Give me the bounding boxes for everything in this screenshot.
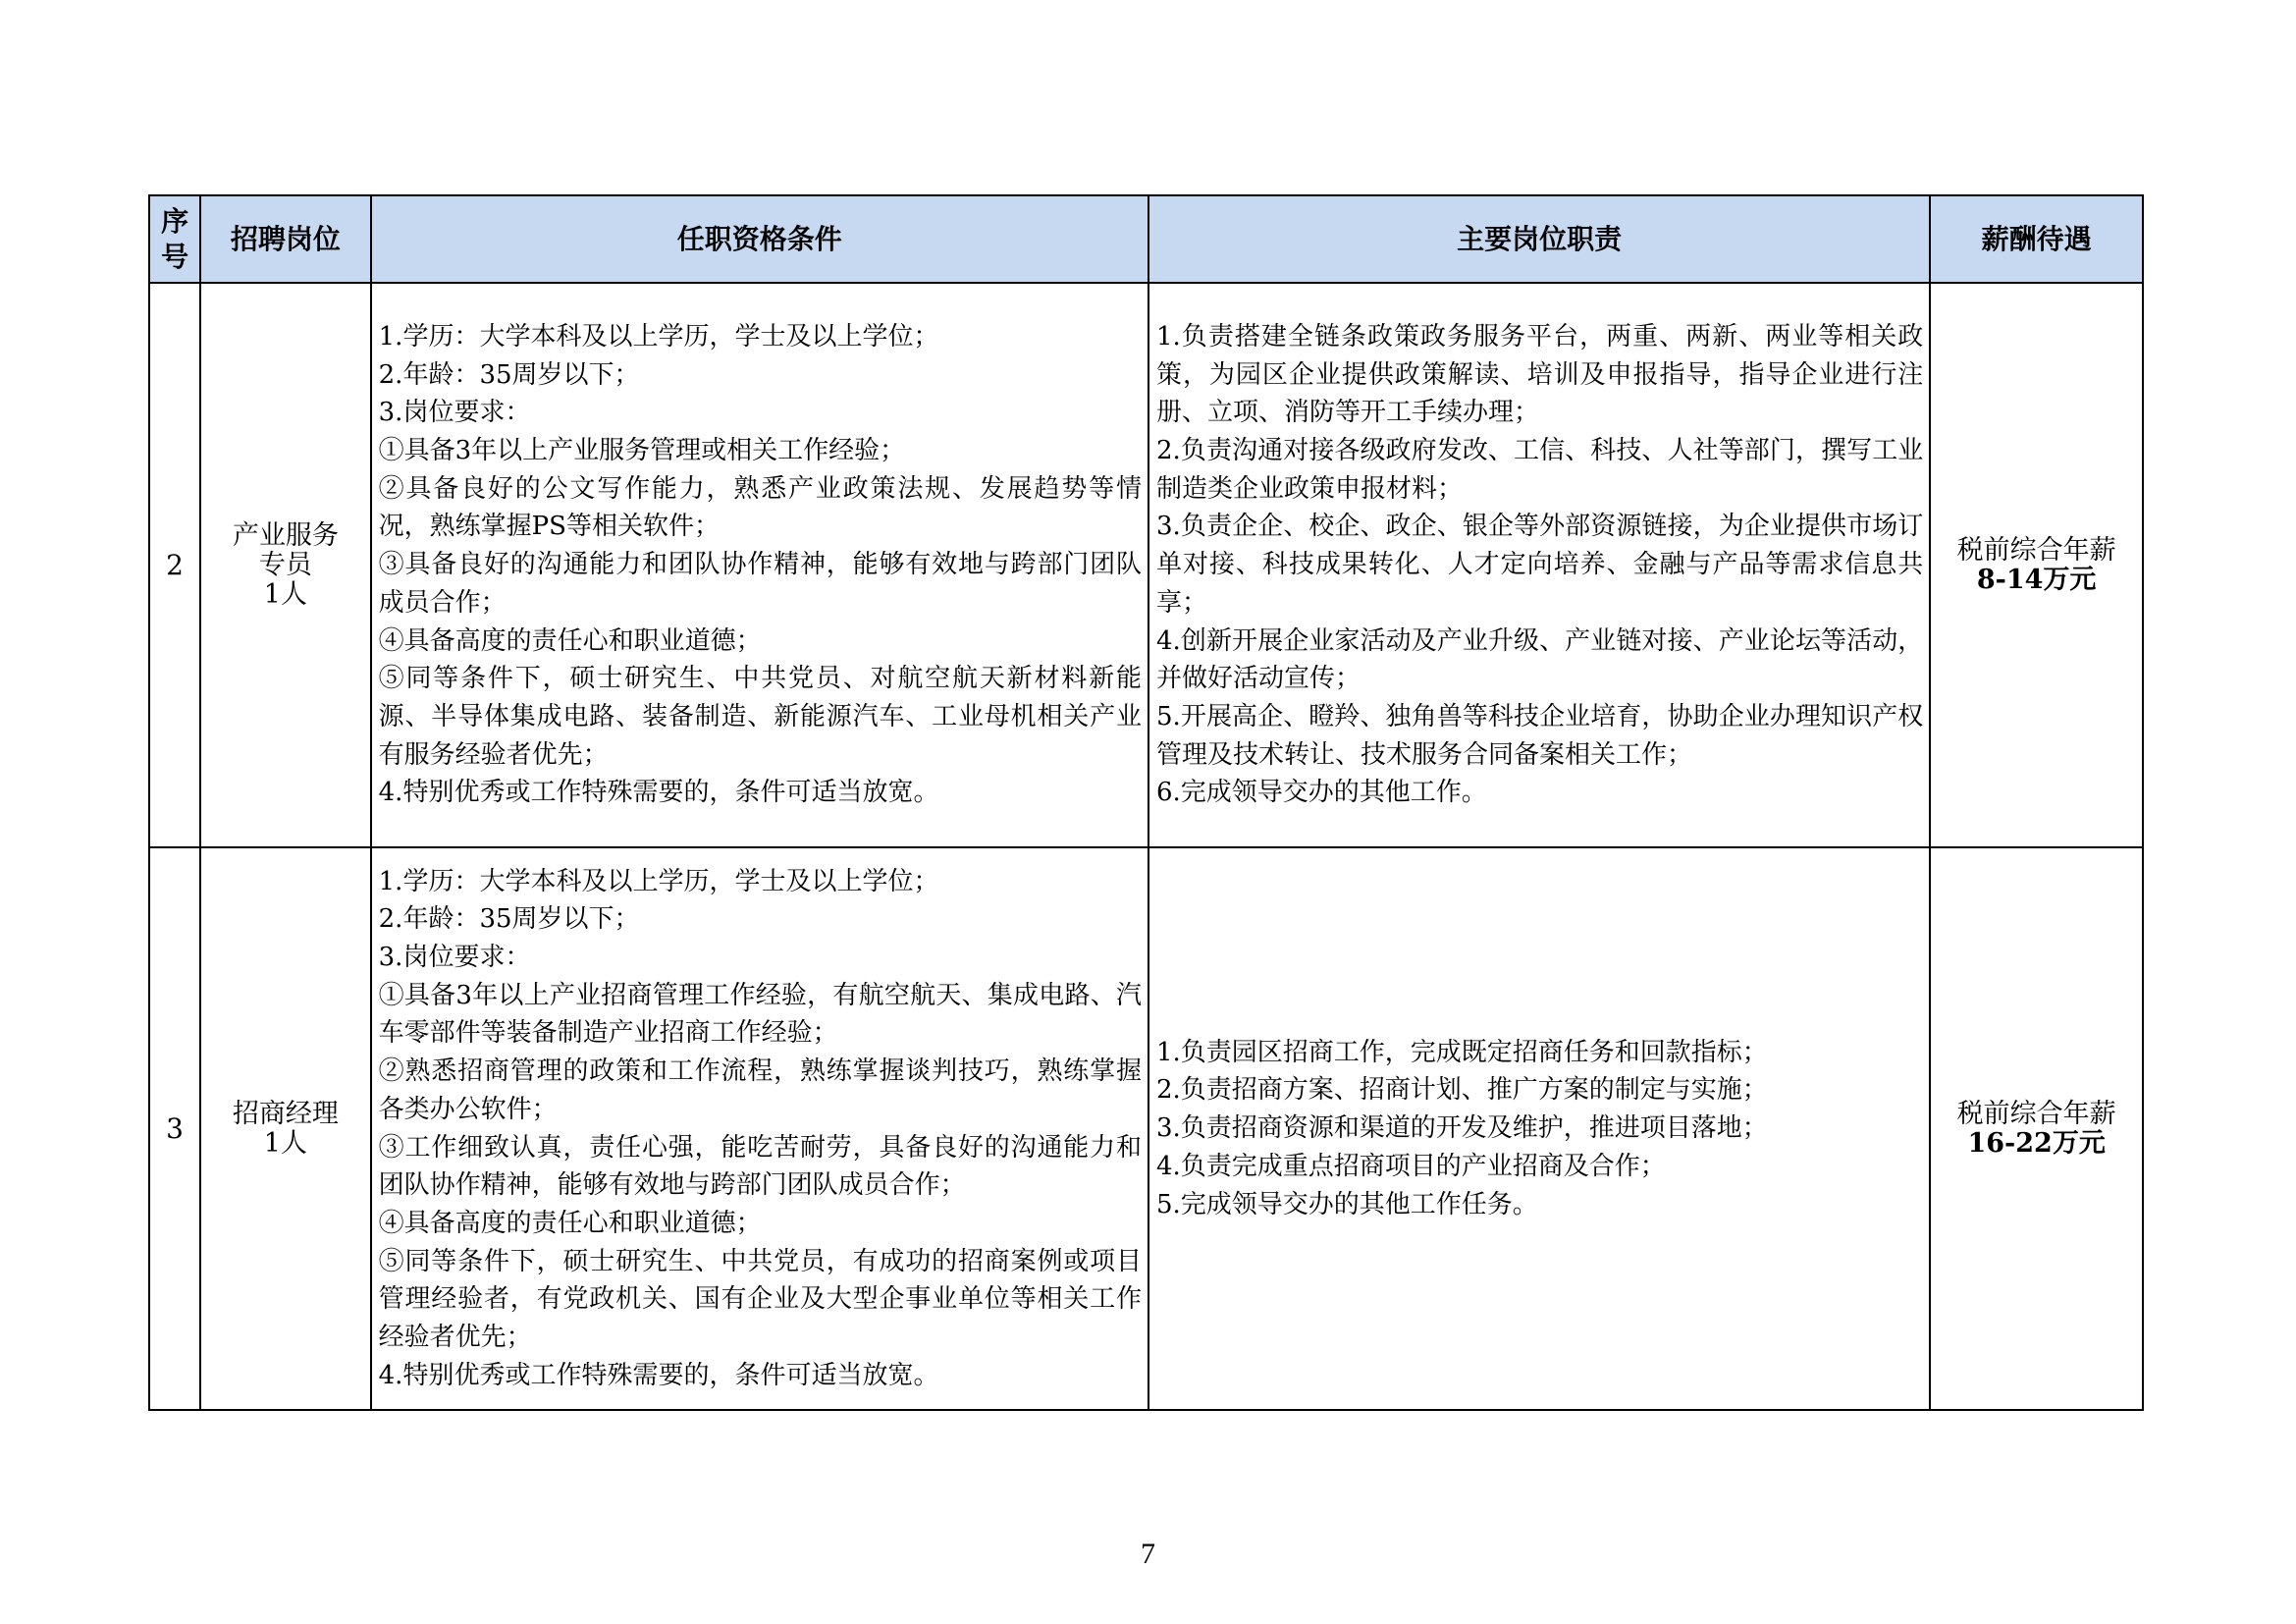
row-headcount: 1人 [263, 1127, 307, 1159]
recruitment-table [148, 194, 2144, 1411]
qualification-item: ①具备3年以上产业招商管理工作经验，有航空航天、集成电路、汽车零部件等装备制造产业招商工作经验； [378, 980, 1142, 1049]
header-duties: 主要岗位职责 [1148, 195, 1930, 283]
qualification-item: 1.学历：大学本科及以上学历，学士及以上学位； [378, 321, 939, 352]
header-position: 招聘岗位 [200, 195, 371, 283]
header-qualifications: 任职资格条件 [371, 195, 1148, 283]
table-row [149, 847, 2143, 1410]
header-serial-char-1: 序 [161, 204, 189, 238]
duty-item: 3.负责招商资源和渠道的开发及维护，推进项目落地； [1155, 1113, 1768, 1144]
qualification-item: ④具备高度的责任心和职业道德； [378, 625, 762, 656]
duty-item: 5.完成领导交办的其他工作任务。 [1155, 1189, 1538, 1219]
duty-item: 5.开展高企、瞪羚、独角兽等科技企业培育，协助企业办理知识产权管理及技术转让、技术服务合同备案相关工作； [1155, 701, 1924, 770]
qualification-item: ⑤同等条件下，硕士研究生、中共党员，有成功的招商案例或项目管理经验者，有党政机关、国有企业及大型企事业单位等相关工作经验者优先； [378, 1246, 1142, 1353]
duty-item: 6.完成领导交办的其他工作。 [1155, 778, 1487, 808]
qualification-item: ③具备良好的沟通能力和团队协作精神，能够有效地与跨部门团队成员合作； [378, 550, 1142, 618]
qualification-item: 4.特别优秀或工作特殊需要的，条件可适当放宽。 [378, 1360, 939, 1390]
header-row [149, 195, 2143, 283]
page-number: 7 [1141, 1538, 1155, 1570]
row-serial: 3 [149, 847, 200, 1410]
qualification-item: ④具备高度的责任心和职业道德； [378, 1208, 762, 1238]
header-salary: 薪酬待遇 [1930, 195, 2143, 283]
position-line-2: 专员 [258, 549, 312, 580]
row-duties [1148, 283, 1930, 847]
salary-amount: 16-22万元 [1967, 1127, 2106, 1159]
row-qualifications [371, 283, 1148, 847]
duty-item: 2.负责沟通对接各级政府发改、工信、科技、人社等部门，撰写工业制造类企业政策申报材料； [1155, 436, 1924, 504]
row-position [200, 283, 371, 847]
row-serial: 2 [149, 283, 200, 847]
qualification-item: 1.学历：大学本科及以上学历，学士及以上学位； [378, 866, 939, 896]
salary-label: 税前综合年薪 [1956, 1098, 2116, 1129]
position-line-1: 产业服务 [232, 519, 339, 551]
row-qualifications [371, 847, 1148, 1410]
row-salary [1930, 283, 2143, 847]
qualification-item: ③工作细致认真，责任心强，能吃苦耐劳，具备良好的沟通能力和团队协作精神，能够有效地与跨部门团队成员合作； [378, 1132, 1142, 1201]
duty-item: 3.负责企企、校企、政企、银企等外部资源链接，为企业提供市场订单对接、科技成果转化、人才定向培养、金融与产品等需求信息共享； [1155, 512, 1924, 618]
table-row [149, 283, 2143, 847]
header-serial-char-2: 号 [161, 240, 189, 273]
duty-item: 4.创新开展企业家活动及产业升级、产业链对接、产业论坛等活动，并做好活动宣传； [1155, 625, 1924, 694]
duty-item: 1.负责园区招商工作，完成既定招商任务和回款指标； [1155, 1037, 1768, 1067]
qualification-item: 3.岗位要求： [378, 942, 531, 972]
qualification-item: 3.岗位要求： [378, 398, 531, 428]
header-serial [149, 195, 200, 283]
row-salary [1930, 847, 2143, 1410]
qualification-item: ②熟悉招商管理的政策和工作流程，熟练掌握谈判技巧，熟练掌握各类办公软件； [378, 1056, 1142, 1124]
position-name: 招商经理 [232, 1098, 339, 1129]
qualification-item: 4.特别优秀或工作特殊需要的，条件可适当放宽。 [378, 778, 939, 808]
qualification-item: 2.年龄：35周岁以下； [378, 904, 640, 935]
row-position [200, 847, 371, 1410]
row-duties [1148, 847, 1930, 1410]
qualification-item: ①具备3年以上产业服务管理或相关工作经验； [378, 436, 906, 466]
duty-item: 4.负责完成重点招商项目的产业招商及合作； [1155, 1151, 1666, 1181]
salary-amount: 8-14万元 [1976, 564, 2097, 595]
qualification-item: 2.年龄：35周岁以下； [378, 359, 640, 390]
duty-item: 2.负责招商方案、招商计划、推广方案的制定与实施； [1155, 1075, 1768, 1106]
qualification-item: ②具备良好的公文写作能力，熟悉产业政策法规、发展趋势等情况，熟练掌握PS等相关软件； [378, 473, 1142, 542]
salary-label: 税前综合年薪 [1956, 534, 2116, 566]
row-headcount: 1人 [263, 578, 307, 610]
qualification-item: ⑤同等条件下，硕士研究生、中共党员、对航空航天新材料新能源、半导体集成电路、装备制造、新能源汽车、工业母机相关产业有服务经验者优先； [378, 664, 1142, 770]
duty-item: 1.负责搭建全链条政策政务服务平台，两重、两新、两业等相关政策，为园区企业提供政策解读、培训及申报指导，指导企业进行注册、立项、消防等开工手续办理； [1155, 321, 1924, 428]
